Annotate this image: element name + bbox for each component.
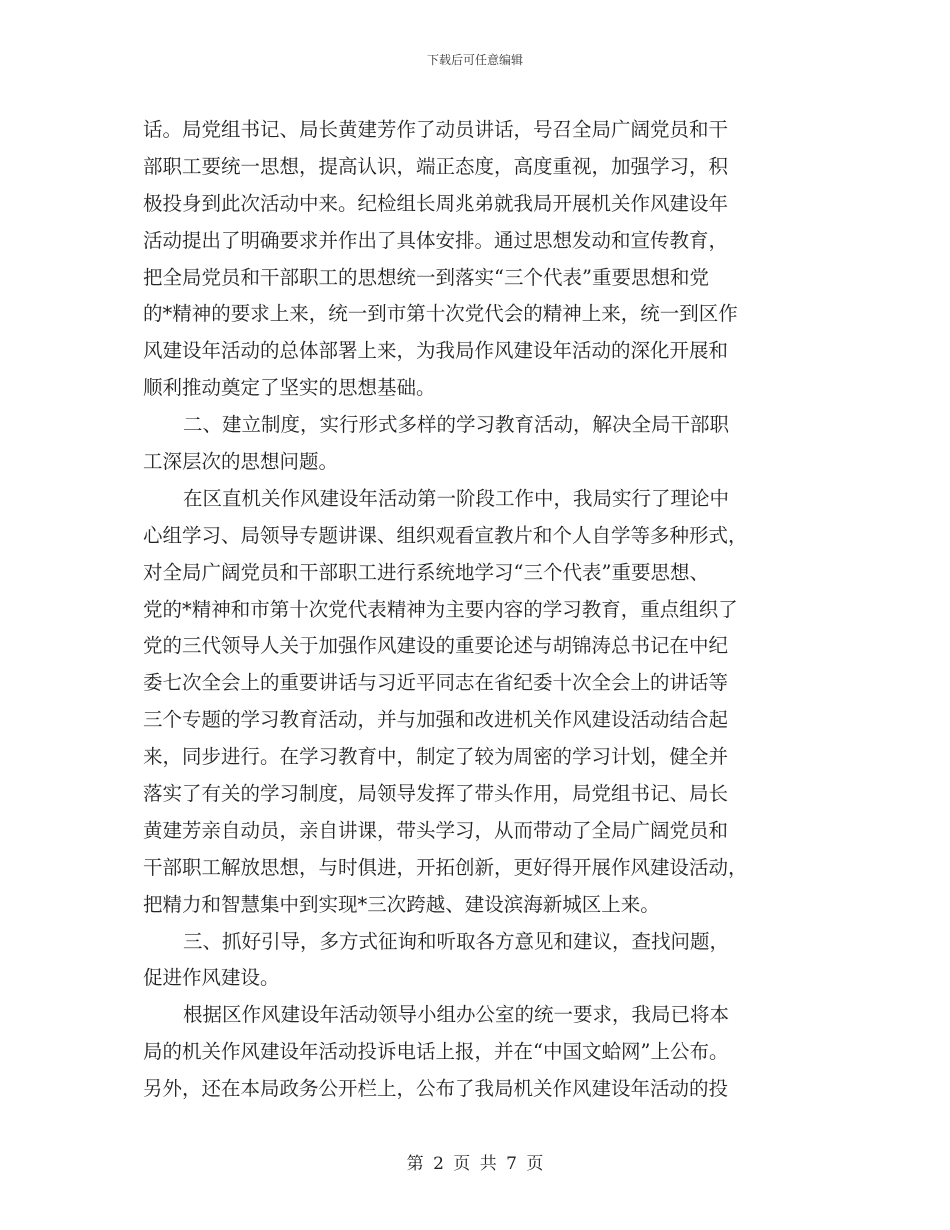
text-line: 部职工要统一思想，提高认识，端正态度，高度重视，加强学习，积 bbox=[143, 154, 729, 178]
text-line: 工深层次的思想问题。 bbox=[143, 450, 339, 474]
text-line: 党的三代领导人关于加强作风建设的重要论述与胡锦涛总书记在中纪 bbox=[143, 634, 729, 658]
text-line: 风建设年活动的总体部署上来，为我局作风建设年活动的深化开展和 bbox=[143, 339, 729, 363]
text-line: 另外，还在本局政务公开栏上，公布了我局机关作风建设年活动的投 bbox=[143, 1077, 729, 1101]
text-line: 促进作风建设。 bbox=[143, 966, 280, 990]
page-header: 下载后可任意编辑 bbox=[426, 53, 523, 67]
page-footer: 第 2 页 共 7 页 bbox=[406, 1154, 544, 1174]
text-line: 在区直机关作风建设年活动第一阶段工作中，我局实行了理论中 bbox=[183, 486, 730, 510]
text-line: 三、抓好引导，多方式征询和听取各方意见和建议，查找问题， bbox=[183, 929, 730, 953]
body-text bbox=[143, 112, 807, 1108]
text-line: 落实了有关的学习制度，局领导发挥了带头作用，局党组书记、局长 bbox=[143, 782, 729, 806]
text-line: 黄建芳亲自动员，亲自讲课，带头学习，从而带动了全局广阔党员和 bbox=[143, 818, 729, 842]
text-line: 活动提出了明确要求并作出了具体安排。通过思想发动和宣传教育， bbox=[143, 228, 729, 252]
text-line: 话。局党组书记、局长黄建芳作了动员讲话，号召全局广阔党员和干 bbox=[143, 118, 729, 141]
text-line: 二、建立制度，实行形式多样的学习教育活动，解决全局干部职 bbox=[183, 413, 730, 437]
text-line: 顺利推动奠定了坚实的思想基础。 bbox=[143, 376, 436, 400]
text-line: 来，同步进行。在学习教育中，制定了较为周密的学习计划，健全并 bbox=[143, 745, 729, 769]
text-line: 三个专题的学习教育活动，并与加强和改进机关作风建设活动结合起 bbox=[143, 708, 729, 732]
text-line: 干部职工解放思想，与时俱进，开拓创新，更好得开展作风建设活动， bbox=[143, 855, 748, 879]
text-line: 把全局党员和干部职工的思想统一到落实“三个代表”重要思想和党 bbox=[143, 265, 709, 289]
text-line: 党的*精神和市第十次党代表精神为主要内容的学习教育，重点组织了 bbox=[143, 597, 738, 621]
text-line: 委七次全会上的重要讲话与习近平同志在省纪委十次全会上的讲话等 bbox=[143, 671, 729, 695]
text-line: 的*精神的要求上来，统一到市第十次党代会的精神上来，统一到区作 bbox=[143, 302, 738, 326]
text-line: 根据区作风建设年活动领导小组办公室的统一要求，我局已将本 bbox=[183, 1003, 730, 1027]
text-line: 极投身到此次活动中来。纪检组长周兆弟就我局开展机关作风建设年 bbox=[143, 191, 729, 215]
text-line: 对全局广阔党员和干部职工进行系统地学习“三个代表”重要思想、 bbox=[143, 560, 709, 584]
text-line: 局的机关作风建设年活动投诉电话上报，并在“中国文蛤网”上公布。 bbox=[143, 1040, 729, 1064]
text-line: 心组学习、局领导专题讲课、组织观看宣教片和个人自学等多种形式， bbox=[143, 523, 748, 547]
text-line: 把精力和智慧集中到实现*三次跨越、建设滨海新城区上来。 bbox=[143, 892, 660, 916]
